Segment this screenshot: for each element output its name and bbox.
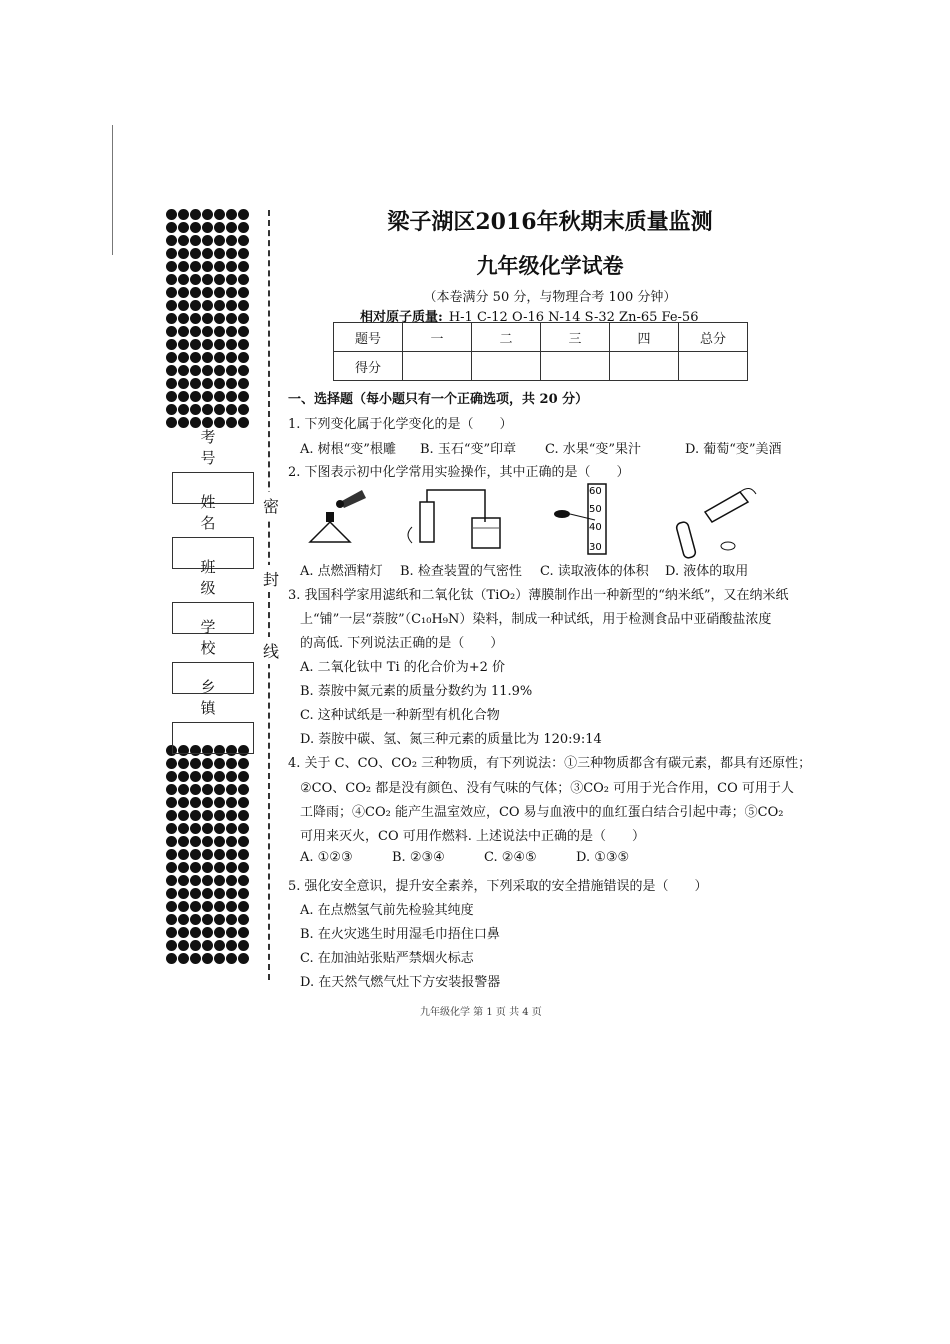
dot: [202, 927, 213, 938]
dot: [202, 235, 213, 246]
score-cell-1[interactable]: [403, 352, 472, 381]
dot: [178, 914, 189, 925]
dot: [226, 365, 237, 376]
dot: [166, 823, 177, 834]
dot: [202, 378, 213, 389]
dot: [190, 875, 201, 886]
dot: [178, 274, 189, 285]
q4-line3: 工降雨；④CO₂ 能产生温室效应，CO 易与血液中的血红蛋白结合引起中毒；⑤CO₂: [300, 805, 784, 820]
dot: [202, 875, 213, 886]
dot: [166, 209, 177, 220]
dot: [178, 810, 189, 821]
dot: [214, 326, 225, 337]
dot: [190, 823, 201, 834]
dot: [178, 313, 189, 324]
q2-options: A. 点燃酒精灯 B. 检查装置的气密性 C. 读取液体的体积 D. 液体的取用: [300, 564, 749, 579]
dot: [238, 274, 249, 285]
scan-edge-line: [112, 125, 113, 255]
dot: [226, 261, 237, 272]
dot: [226, 248, 237, 259]
dot: [178, 391, 189, 402]
scale-60: 60: [589, 486, 602, 497]
dot: [238, 940, 249, 951]
dot: [190, 365, 201, 376]
dot: [226, 810, 237, 821]
top-dot-block: [165, 208, 255, 429]
dot: [238, 235, 249, 246]
alcohol-lamp-figure: [310, 490, 366, 542]
dot: [238, 287, 249, 298]
dot: [202, 313, 213, 324]
dot: [166, 810, 177, 821]
dot: [178, 248, 189, 259]
dot: [178, 927, 189, 938]
dot: [238, 875, 249, 886]
field-town: 乡镇: [172, 676, 254, 754]
dot: [190, 274, 201, 285]
dot: [226, 235, 237, 246]
dot: [238, 823, 249, 834]
dot: [214, 888, 225, 899]
dot: [238, 927, 249, 938]
dot: [190, 248, 201, 259]
dot: [202, 287, 213, 298]
dot: [178, 209, 189, 220]
exam-title: 梁子湖区2016年秋期末质量监测: [387, 209, 713, 235]
dot: [166, 326, 177, 337]
dot: [166, 300, 177, 311]
dot: [238, 771, 249, 782]
dot: [190, 391, 201, 402]
dot: [178, 862, 189, 873]
dot: [226, 797, 237, 808]
q5-option-d: D. 在天然气燃气灶下方安装报警器: [300, 975, 501, 990]
dot: [238, 352, 249, 363]
dot: [178, 300, 189, 311]
q4-line2: ②CO、CO₂ 都是没有颜色、没有气味的气体；③CO₂ 可用于光合作用，CO 可用于人: [300, 781, 794, 796]
dot: [226, 339, 237, 350]
dot: [166, 339, 177, 350]
dot: [190, 940, 201, 951]
dot: [202, 352, 213, 363]
dot: [178, 771, 189, 782]
dot: [226, 287, 237, 298]
dot: [190, 222, 201, 233]
dot: [178, 339, 189, 350]
q3-option-b: B. 萘胺中氮元素的质量分数约为 11.9%: [300, 684, 533, 699]
dot: [178, 784, 189, 795]
dot: [238, 888, 249, 899]
dot: [226, 209, 237, 220]
dot: [214, 953, 225, 964]
dot: [238, 300, 249, 311]
dot: [166, 784, 177, 795]
q1-options: A. 树根“变”根雕 B. 玉石“变”印章 C. 水果“变”果汁 D. 葡萄“变”美酒: [300, 442, 782, 457]
q5-stem: 5. 强化安全意识，提升安全素养，下列采取的安全措施错误的是（ ）: [288, 879, 708, 894]
dot: [238, 365, 249, 376]
bottom-dot-block: [165, 744, 255, 965]
dot: [226, 758, 237, 769]
dot: [190, 300, 201, 311]
dot: [202, 810, 213, 821]
dot: [226, 927, 237, 938]
dot: [214, 287, 225, 298]
dot: [166, 287, 177, 298]
dot: [226, 300, 237, 311]
dot: [214, 300, 225, 311]
dot: [202, 248, 213, 259]
dot: [238, 797, 249, 808]
dot: [202, 849, 213, 860]
dot: [166, 248, 177, 259]
dot: [178, 849, 189, 860]
dot: [202, 326, 213, 337]
dot: [202, 261, 213, 272]
dot: [190, 953, 201, 964]
dot: [166, 875, 177, 886]
dot: [226, 378, 237, 389]
dot: [202, 953, 213, 964]
dot: [226, 901, 237, 912]
dot: [202, 339, 213, 350]
dot: [166, 927, 177, 938]
score-cell-3[interactable]: [541, 352, 610, 381]
airtight-check-figure: [408, 490, 500, 548]
dot: [214, 940, 225, 951]
dot: [214, 758, 225, 769]
dot: [178, 797, 189, 808]
liquid-pouring-figure: [676, 488, 756, 558]
dot: [178, 352, 189, 363]
dot: [166, 391, 177, 402]
dot: [202, 888, 213, 899]
dot: [190, 261, 201, 272]
dot: [190, 901, 201, 912]
dot: [190, 758, 201, 769]
dot: [178, 758, 189, 769]
dot: [178, 836, 189, 847]
dot: [178, 875, 189, 886]
dot: [178, 940, 189, 951]
dot: [214, 927, 225, 938]
dot: [226, 274, 237, 285]
dot: [226, 313, 237, 324]
dot: [166, 758, 177, 769]
dot: [190, 287, 201, 298]
score-cell-4[interactable]: [610, 352, 679, 381]
dot: [202, 300, 213, 311]
dot: [226, 940, 237, 951]
cylinder-reading-figure: [554, 484, 606, 554]
dot: [202, 758, 213, 769]
dot: [214, 313, 225, 324]
dot: [178, 326, 189, 337]
dot: [226, 849, 237, 860]
dot: [238, 391, 249, 402]
dot: [178, 901, 189, 912]
dot: [190, 404, 201, 415]
scale-30: 30: [589, 542, 602, 553]
dot: [226, 391, 237, 402]
dot: [214, 391, 225, 402]
seal-char-mi: 密: [263, 492, 279, 519]
dot: [214, 209, 225, 220]
exam-note: （本卷满分 50 分，与物理合考 100 分钟）: [423, 290, 677, 305]
q3-option-a: A. 二氧化钛中 Ti 的化合价为+2 价: [300, 660, 506, 675]
dot: [214, 771, 225, 782]
score-value-row: 得分: [334, 352, 748, 381]
dot: [214, 352, 225, 363]
exam-subtitle: 九年级化学试卷: [476, 253, 624, 278]
dot: [238, 758, 249, 769]
dot: [214, 823, 225, 834]
dot: [226, 784, 237, 795]
dot: [190, 914, 201, 925]
dot: [202, 823, 213, 834]
dot: [202, 391, 213, 402]
q4-line1: 4. 关于 C、CO、CO₂ 三种物质，有下列说法：①三种物质都含有碳元素，都具有还原性；: [288, 756, 812, 771]
dot: [190, 352, 201, 363]
dot: [226, 914, 237, 925]
dot: [166, 222, 177, 233]
dot: [190, 810, 201, 821]
q5-option-b: B. 在火灾逃生时用湿毛巾捂住口鼻: [300, 927, 500, 942]
q4-options: A. ①②③ B. ②③④ C. ②④⑤ D. ①③⑤: [300, 850, 630, 865]
dot: [226, 771, 237, 782]
field-exam-number: 考号: [172, 426, 254, 504]
dot: [226, 222, 237, 233]
dot: [178, 261, 189, 272]
dot: [214, 274, 225, 285]
dot: [190, 209, 201, 220]
dot: [214, 797, 225, 808]
field-name: 姓名: [172, 491, 254, 569]
dot: [166, 940, 177, 951]
score-table: [333, 322, 748, 381]
dot: [238, 901, 249, 912]
dot: [202, 862, 213, 873]
dot: [190, 862, 201, 873]
dot: [226, 888, 237, 899]
dot: [166, 901, 177, 912]
dot: [214, 784, 225, 795]
dot: [214, 849, 225, 860]
dot: [226, 836, 237, 847]
dot: [190, 771, 201, 782]
dot: [190, 313, 201, 324]
section-heading: 一、选择题（每小题只有一个正确选项，共 20 分）: [288, 392, 589, 407]
dot: [166, 953, 177, 964]
dot: [202, 404, 213, 415]
atomic-masses: 相对原子质量: H-1 C-12 O-16 N-14 S-32 Zn-65 Fe-56: [360, 310, 699, 325]
dot: [238, 339, 249, 350]
dot: [202, 222, 213, 233]
scale-40: 40: [589, 522, 602, 533]
dot: [190, 836, 201, 847]
dot: [190, 784, 201, 795]
dot: [238, 326, 249, 337]
dot: [214, 222, 225, 233]
dot: [202, 940, 213, 951]
q5-option-c: C. 在加油站张贴严禁烟火标志: [300, 951, 474, 966]
dot: [166, 235, 177, 246]
field-school: 学校: [172, 616, 254, 694]
scale-50: 50: [589, 504, 602, 515]
dot: [178, 287, 189, 298]
q2-stem: 2. 下图表示初中化学常用实验操作，其中正确的是（ ）: [288, 465, 630, 480]
dot: [190, 927, 201, 938]
dot: [238, 404, 249, 415]
q3-option-d: D. 萘胺中碳、氢、氮三种元素的质量比为 120:9:14: [300, 732, 602, 747]
dot: [178, 222, 189, 233]
score-header-row: 题号 一 二 三 四 总分: [334, 323, 748, 352]
dot: [238, 209, 249, 220]
dot: [166, 849, 177, 860]
dot: [202, 784, 213, 795]
q3-line3: 的高低. 下列说法正确的是（ ）: [300, 636, 504, 651]
dot: [226, 326, 237, 337]
town-box[interactable]: [172, 722, 254, 754]
dot: [166, 313, 177, 324]
dot: [178, 953, 189, 964]
dot: [214, 378, 225, 389]
dot: [178, 823, 189, 834]
dot: [238, 222, 249, 233]
seal-char-feng: 封: [263, 565, 279, 592]
dot: [238, 261, 249, 272]
q3-line2: 上“铺”一层“萘胺”（C₁₀H₉N）染料，制成一种试纸，用于检测食品中亚硝酸盐浓度: [300, 612, 772, 627]
dot: [202, 209, 213, 220]
dot: [178, 378, 189, 389]
dot: [166, 365, 177, 376]
q4-line4: 可用来灭火，CO 可用作燃料. 上述说法中正确的是（ ）: [300, 829, 646, 844]
dot: [178, 365, 189, 376]
dot: [166, 914, 177, 925]
dot: [166, 888, 177, 899]
dot: [190, 849, 201, 860]
q3-line1: 3. 我国科学家用滤纸和二氧化钛（TiO₂）薄膜制作出一种新型的“纳米纸”，又在纳米纸: [288, 588, 789, 603]
score-cell-2[interactable]: [472, 352, 541, 381]
dot: [202, 797, 213, 808]
dot: [190, 888, 201, 899]
dot: [166, 797, 177, 808]
dot: [202, 771, 213, 782]
dot: [202, 901, 213, 912]
dot: [226, 823, 237, 834]
dot: [214, 875, 225, 886]
dot: [226, 953, 237, 964]
dot: [238, 914, 249, 925]
q3-option-c: C. 这种试纸是一种新型有机化合物: [300, 708, 500, 723]
field-class: 班级: [172, 556, 254, 634]
dot: [226, 404, 237, 415]
dot: [166, 352, 177, 363]
dot: [214, 248, 225, 259]
dot: [238, 849, 249, 860]
dot: [166, 771, 177, 782]
dot: [214, 810, 225, 821]
dot: [214, 862, 225, 873]
q2-experiment-figures: [300, 482, 780, 562]
q1-stem: 1. 下列变化属于化学变化的是（ ）: [288, 417, 513, 432]
dot: [226, 352, 237, 363]
dot: [214, 404, 225, 415]
dot: [190, 797, 201, 808]
dot: [202, 365, 213, 376]
q5-option-a: A. 在点燃氢气前先检验其纯度: [300, 903, 474, 918]
dot: [190, 339, 201, 350]
dot: [238, 836, 249, 847]
dot: [226, 862, 237, 873]
dot: [238, 313, 249, 324]
score-cell-total[interactable]: [679, 352, 748, 381]
dot: [238, 784, 249, 795]
dot: [238, 378, 249, 389]
dot: [238, 862, 249, 873]
dot: [178, 235, 189, 246]
dot: [214, 914, 225, 925]
dot: [214, 339, 225, 350]
dot: [214, 235, 225, 246]
dot: [214, 836, 225, 847]
dot: [178, 888, 189, 899]
dot: [238, 953, 249, 964]
page-footer: 九年级化学 第 1 页 共 4 页: [420, 1007, 542, 1018]
dot: [214, 365, 225, 376]
dot: [238, 810, 249, 821]
dot: [166, 378, 177, 389]
dot: [178, 404, 189, 415]
dot: [214, 901, 225, 912]
dot: [166, 404, 177, 415]
seal-line: [268, 210, 270, 980]
dot: [190, 378, 201, 389]
dot: [202, 274, 213, 285]
dot: [190, 235, 201, 246]
dot: [238, 248, 249, 259]
dot: [166, 274, 177, 285]
dot: [202, 914, 213, 925]
dot: [226, 875, 237, 886]
dot: [214, 261, 225, 272]
dot: [190, 326, 201, 337]
dot: [166, 836, 177, 847]
dot: [166, 862, 177, 873]
dot: [166, 261, 177, 272]
dot: [202, 836, 213, 847]
seal-char-xian: 线: [263, 637, 279, 664]
